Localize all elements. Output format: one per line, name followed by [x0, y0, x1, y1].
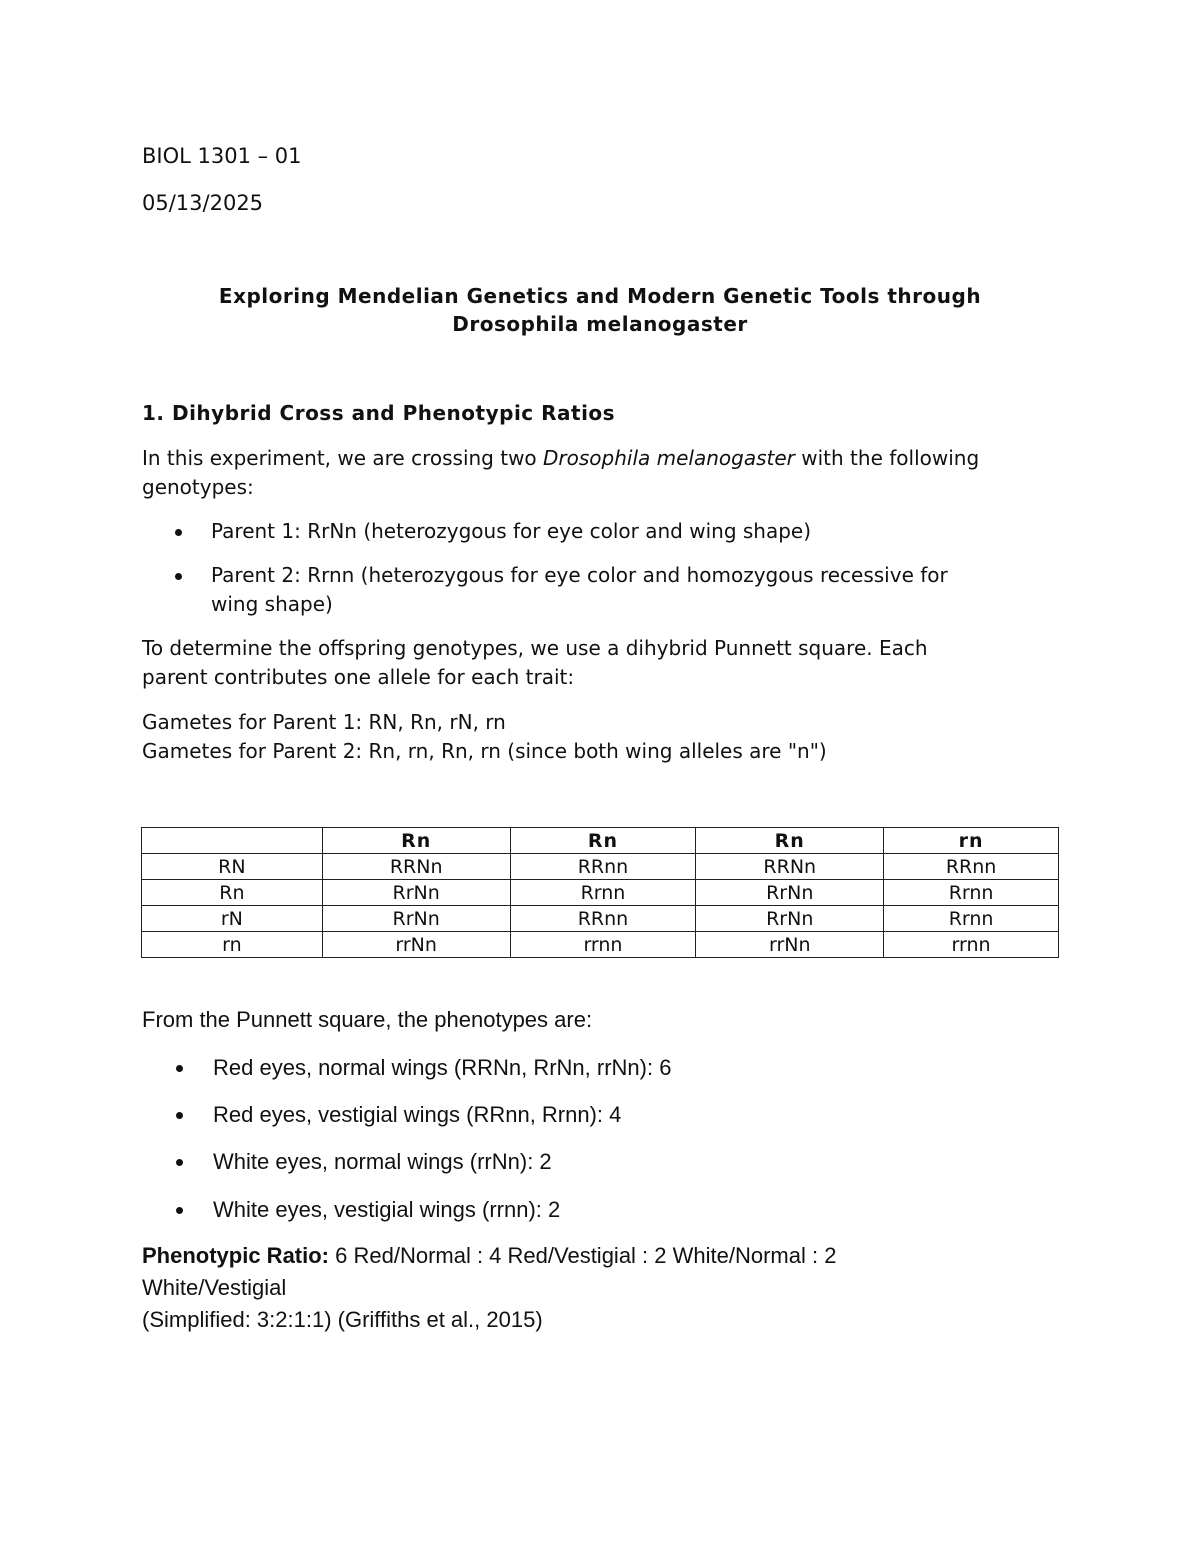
table-cell: RrNn	[696, 880, 884, 906]
parent-2-line-2: wing shape)	[211, 592, 333, 616]
simplified-ratio-citation: (Simplified: 3:2:1:1) (Griffiths et al., 2015)	[142, 1307, 543, 1332]
table-cell: RrNn	[322, 880, 510, 906]
table-cell: RN	[142, 854, 323, 880]
method-paragraph-line-1: To determine the offspring genotypes, we use a dihybrid Punnett square. Each	[142, 636, 928, 660]
table-cell: Rrnn	[884, 880, 1059, 906]
table-header-row	[142, 828, 1059, 854]
phenotypic-ratio-line-2: White/Vestigial	[142, 1275, 287, 1300]
bullet-icon	[176, 1065, 183, 1072]
phenotype-item: Red eyes, normal wings (RRNn, RrNn, rrNn): 6	[213, 1055, 672, 1080]
table-row	[142, 854, 1059, 880]
table-cell: rN	[142, 906, 323, 932]
table-cell: RRNn	[322, 854, 510, 880]
bullet-icon	[175, 529, 182, 536]
phenotype-item: White eyes, normal wings (rrNn): 2	[213, 1149, 552, 1174]
table-cell: rn	[142, 932, 323, 958]
table-cell: RRnn	[510, 854, 696, 880]
table-cell: Rrnn	[510, 880, 696, 906]
phenotypic-ratio-line-1	[142, 1240, 836, 1272]
punnett-square-table	[141, 827, 1059, 958]
document-title-line-1: Exploring Mendelian Genetics and Modern Genetic Tools through	[218, 284, 982, 308]
intro-text-after: with the following	[794, 446, 980, 470]
phenotype-item: White eyes, vestigial wings (rrnn): 2	[213, 1197, 561, 1222]
table-cell: rrnn	[884, 932, 1059, 958]
table-header-cell: rn	[884, 828, 1059, 854]
table-header-cell: Rn	[696, 828, 884, 854]
bullet-icon	[175, 573, 182, 580]
table-cell: rrNn	[322, 932, 510, 958]
phenotypes-intro: From the Punnett square, the phenotypes are:	[142, 1007, 593, 1032]
course-code: BIOL 1301 – 01	[142, 144, 302, 168]
document-date: 05/13/2025	[142, 191, 264, 215]
parent-1-line-1: Parent 1: RrNn (heterozygous for eye color and wing shape)	[211, 519, 812, 543]
table-cell: RRNn	[696, 854, 884, 880]
table-cell: Rrnn	[884, 906, 1059, 932]
table-cell: RrNn	[696, 906, 884, 932]
bullet-icon	[176, 1207, 183, 1214]
table-row	[142, 906, 1059, 932]
bullet-icon	[176, 1159, 183, 1166]
table-cell: RRnn	[510, 906, 696, 932]
table-header-cell: Rn	[322, 828, 510, 854]
intro-species-name: Drosophila melanogaster	[543, 446, 795, 470]
gametes-parent-1: Gametes for Parent 1: RN, Rn, rN, rn	[142, 710, 506, 734]
parent-2-line-1: Parent 2: Rrnn (heterozygous for eye color and homozygous recessive for	[211, 563, 948, 587]
phenotypic-ratio-label: Phenotypic Ratio:	[142, 1243, 330, 1268]
table-cell: rrnn	[510, 932, 696, 958]
table-header-cell: Rn	[510, 828, 696, 854]
intro-paragraph-line-1	[142, 444, 1062, 473]
gametes-parent-2: Gametes for Parent 2: Rn, rn, Rn, rn (since both wing alleles are "n")	[142, 739, 827, 763]
phenotypic-ratio-text: 6 Red/Normal : 4 Red/Vestigial : 2 White/Normal : 2	[329, 1243, 837, 1268]
table-row	[142, 932, 1059, 958]
intro-paragraph-line-2: genotypes:	[142, 475, 254, 499]
bullet-icon	[176, 1112, 183, 1119]
table-header-cell	[142, 828, 323, 854]
phenotype-item: Red eyes, vestigial wings (RRnn, Rrnn): 4	[213, 1102, 622, 1127]
table-cell: RRnn	[884, 854, 1059, 880]
section-heading: 1. Dihybrid Cross and Phenotypic Ratios	[142, 401, 616, 425]
document-title-line-2: Drosophila melanogaster	[452, 312, 748, 336]
table-cell: RrNn	[322, 906, 510, 932]
table-cell: Rn	[142, 880, 323, 906]
table-cell: rrNn	[696, 932, 884, 958]
table-row	[142, 880, 1059, 906]
method-paragraph-line-2: parent contributes one allele for each trait:	[142, 665, 575, 689]
intro-text-before: In this experiment, we are crossing two	[142, 446, 544, 470]
